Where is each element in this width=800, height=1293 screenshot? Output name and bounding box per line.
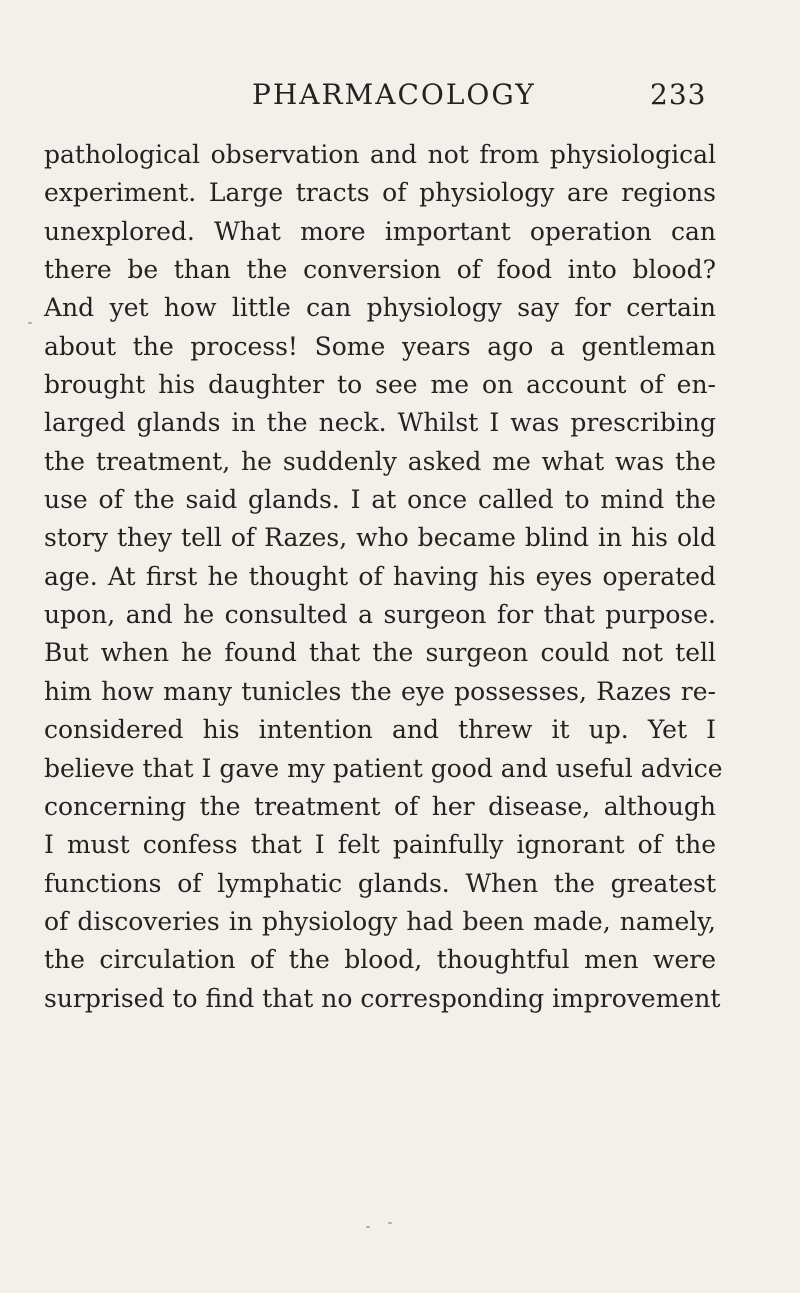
text-line: there be than the conversion of food into blood? xyxy=(44,255,716,285)
text-line: use of the said glands. I at once called to mind the xyxy=(44,485,716,515)
text-line: But when he found that the surgeon could not tell xyxy=(44,638,716,668)
text-line: believe that I gave my patient good and useful advice xyxy=(44,753,723,783)
text-line: unexplored. What more important operation can xyxy=(44,216,716,246)
text-line: surprised to find that no corresponding improvement xyxy=(44,983,721,1013)
text-line: brought his daughter to see me on account of en- xyxy=(44,370,716,400)
text-line: experiment. Large tracts of physiology are regions xyxy=(44,178,716,208)
text-line: I must confess that I felt painfully ignorant of the xyxy=(44,830,716,860)
text-line: larged glands in the neck. Whilst I was prescribing xyxy=(44,408,716,438)
page-number: 233 xyxy=(650,78,707,111)
text-line: about the process! Some years ago a gentleman xyxy=(44,331,716,361)
text-line: of discoveries in physiology had been made, namely, xyxy=(44,906,716,936)
running-title: PHARMACOLOGY xyxy=(252,78,536,111)
text-line: upon, and he consulted a surgeon for that purpose. xyxy=(44,600,716,630)
body-text xyxy=(44,136,723,1018)
text-line: considered his intention and threw it up. Yet I xyxy=(44,715,716,745)
paper-speck xyxy=(28,322,32,324)
text-line: the treatment, he suddenly asked me what was the xyxy=(44,446,716,476)
running-head xyxy=(0,78,800,118)
text-line: story they tell of Razes, who became blind in his old xyxy=(44,523,716,553)
text-line: And yet how little can physiology say for certain xyxy=(44,293,716,323)
text-line: him how many tunicles the eye possesses, Razes re- xyxy=(44,676,716,706)
text-line: pathological observation and not from physiological xyxy=(44,140,716,169)
paper-speck xyxy=(366,1226,370,1228)
text-line: concerning the treatment of her disease, although xyxy=(44,791,716,821)
text-line: functions of lymphatic glands. When the greatest xyxy=(44,868,716,898)
text-line: the circulation of the blood, thoughtful men were xyxy=(44,945,716,975)
text-line: age. At first he thought of having his eyes operated xyxy=(44,561,716,591)
paper-speck xyxy=(388,1222,392,1224)
